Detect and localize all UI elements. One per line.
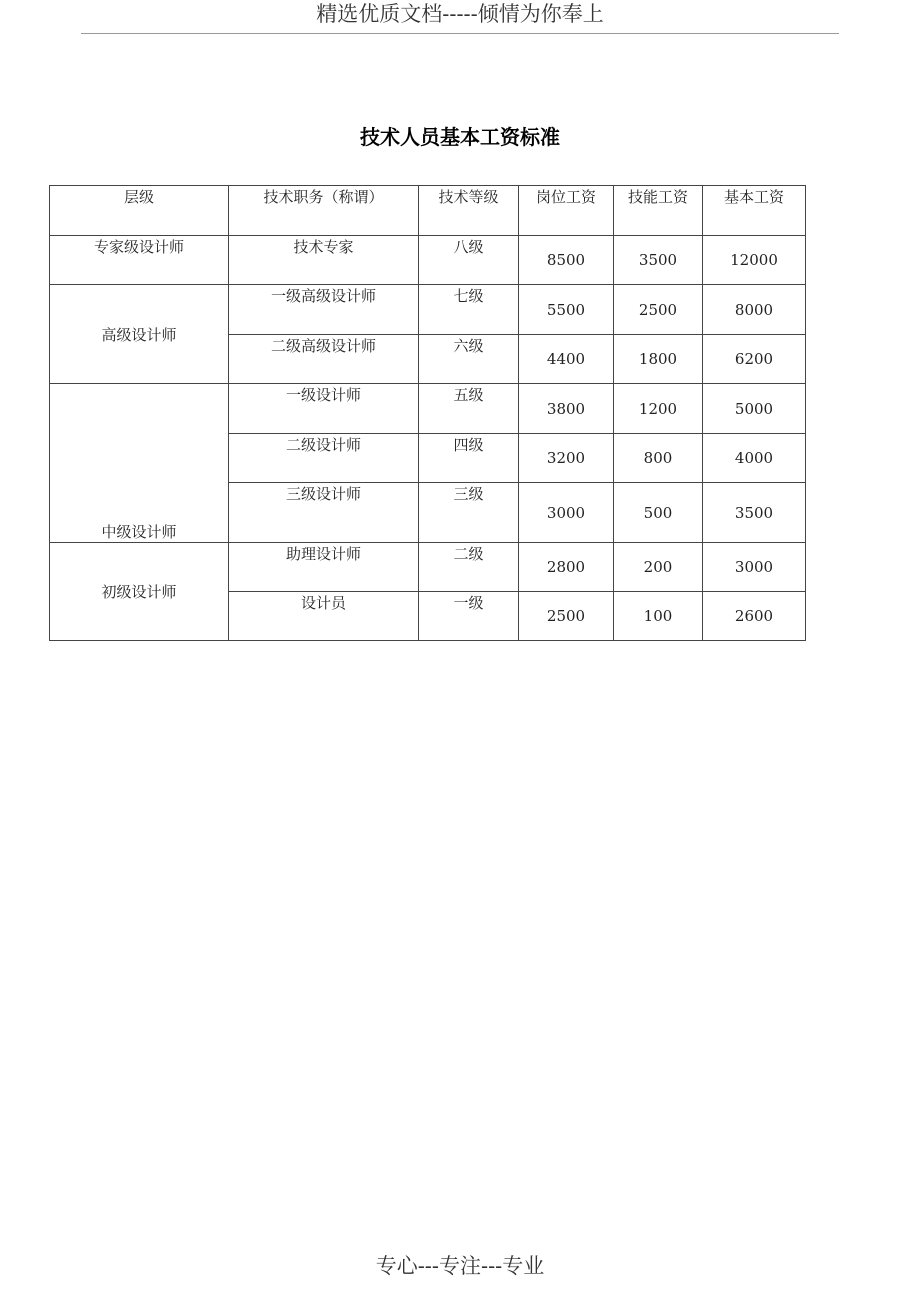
skill-wage-cell: 800 (614, 434, 703, 483)
salary-table (49, 185, 806, 641)
grade-cell: 六级 (419, 335, 519, 384)
title-cell: 三级设计师 (229, 483, 419, 543)
header-cell-skill-wage: 技能工资 (614, 186, 703, 236)
table-row (50, 543, 806, 592)
post-wage-cell: 3800 (519, 384, 614, 434)
base-wage-cell: 4000 (703, 434, 806, 483)
title-cell: 一级高级设计师 (229, 285, 419, 335)
header-cell-post-wage: 岗位工资 (519, 186, 614, 236)
post-wage-cell: 3000 (519, 483, 614, 543)
tier-cell: 初级设计师 (50, 543, 229, 641)
header-divider (81, 33, 839, 34)
title-cell: 一级设计师 (229, 384, 419, 434)
grade-cell: 二级 (419, 543, 519, 592)
post-wage-cell: 3200 (519, 434, 614, 483)
skill-wage-cell: 100 (614, 592, 703, 641)
header-cell-tier: 层级 (50, 186, 229, 236)
post-wage-cell: 2800 (519, 543, 614, 592)
title-cell: 二级设计师 (229, 434, 419, 483)
header-cell-grade: 技术等级 (419, 186, 519, 236)
title-cell: 技术专家 (229, 236, 419, 285)
table-header-row (50, 186, 806, 236)
header-cell-base-wage: 基本工资 (703, 186, 806, 236)
post-wage-cell: 2500 (519, 592, 614, 641)
skill-wage-cell: 1200 (614, 384, 703, 434)
post-wage-cell: 4400 (519, 335, 614, 384)
base-wage-cell: 3000 (703, 543, 806, 592)
grade-cell: 三级 (419, 483, 519, 543)
base-wage-cell: 12000 (703, 236, 806, 285)
skill-wage-cell: 1800 (614, 335, 703, 384)
grade-cell: 八级 (419, 236, 519, 285)
title-cell: 助理设计师 (229, 543, 419, 592)
grade-cell: 七级 (419, 285, 519, 335)
base-wage-cell: 2600 (703, 592, 806, 641)
base-wage-cell: 5000 (703, 384, 806, 434)
skill-wage-cell: 200 (614, 543, 703, 592)
table-row (50, 384, 806, 434)
base-wage-cell: 8000 (703, 285, 806, 335)
base-wage-cell: 6200 (703, 335, 806, 384)
post-wage-cell: 8500 (519, 236, 614, 285)
title-cell: 二级高级设计师 (229, 335, 419, 384)
title-cell: 设计员 (229, 592, 419, 641)
page-footer: 专心---专注---专业 (375, 1254, 545, 1278)
tier-cell: 中级设计师 (50, 384, 229, 543)
grade-cell: 五级 (419, 384, 519, 434)
skill-wage-cell: 500 (614, 483, 703, 543)
header-cell-title: 技术职务（称谓） (229, 186, 419, 236)
table-row (50, 285, 806, 335)
post-wage-cell: 5500 (519, 285, 614, 335)
grade-cell: 一级 (419, 592, 519, 641)
tier-cell: 高级设计师 (50, 285, 229, 384)
page-header: 精选优质文档-----倾情为你奉上 (316, 2, 604, 26)
document-title: 技术人员基本工资标准 (360, 125, 560, 149)
skill-wage-cell: 3500 (614, 236, 703, 285)
base-wage-cell: 3500 (703, 483, 806, 543)
grade-cell: 四级 (419, 434, 519, 483)
tier-cell: 专家级设计师 (50, 236, 229, 285)
skill-wage-cell: 2500 (614, 285, 703, 335)
table-row (50, 236, 806, 285)
